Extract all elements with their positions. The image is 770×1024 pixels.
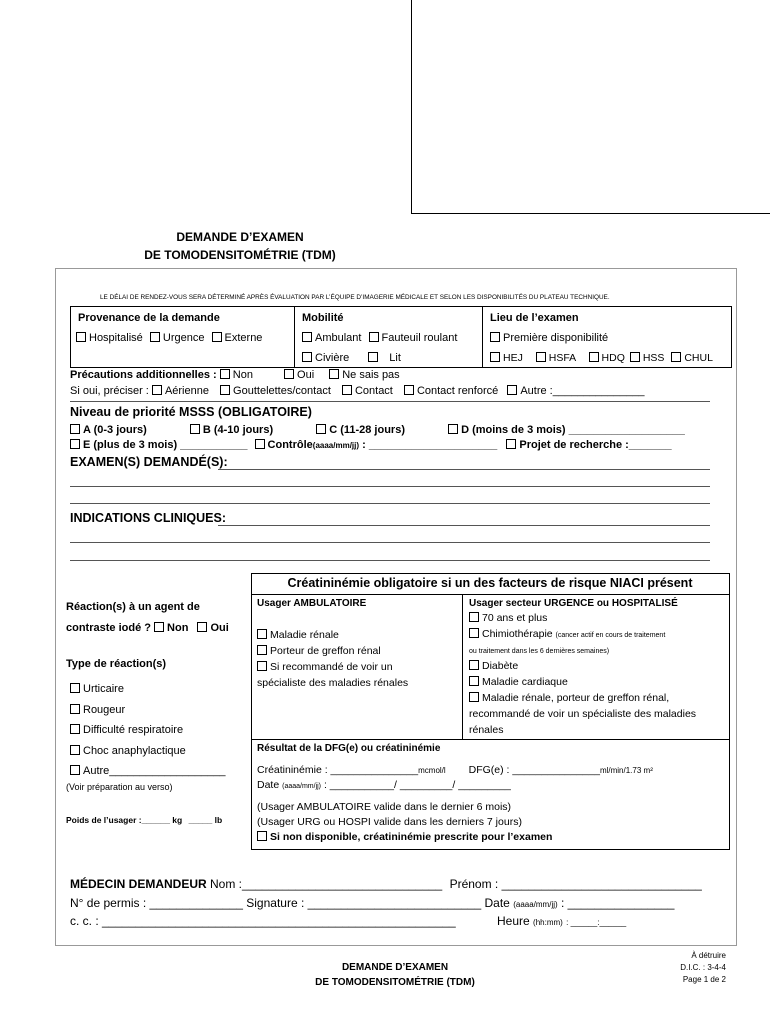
checkbox-fauteuil[interactable]	[369, 332, 379, 342]
lieu-sites	[490, 352, 713, 364]
checkbox-maladie-cardiaque[interactable]	[469, 676, 479, 686]
label-civiere: Civière	[315, 352, 350, 364]
checkbox-autre-reaction[interactable]	[70, 765, 80, 775]
checkbox-premiere-dispo[interactable]	[490, 332, 500, 342]
mobilite-row1	[302, 332, 457, 344]
footer-title-line1: DEMANDE D’EXAMEN	[341, 962, 449, 973]
chimio-note2: ou traitement dans les 6 dernières semaines)	[469, 647, 610, 655]
checkbox-70-ans[interactable]	[469, 612, 479, 622]
footer-page: Page 1 de 2	[682, 975, 726, 984]
checkbox-diabete[interactable]	[469, 660, 479, 670]
indications-label: INDICATIONS CLINIQUES:	[70, 511, 227, 525]
checkbox-hss[interactable]	[630, 352, 640, 362]
medecin-permis-field[interactable]: N° de permis : ______________	[70, 896, 243, 910]
checkbox-maladie-renale-urg[interactable]	[469, 692, 479, 702]
checkbox-rougeur[interactable]	[70, 704, 80, 714]
label-ambulant: Ambulant	[315, 332, 362, 344]
label-rougeur: Rougeur	[83, 703, 126, 716]
indications-field-line[interactable]	[218, 525, 710, 526]
medecin-label: MÉDECIN DEMANDEUR	[70, 877, 207, 891]
medecin-heure-field[interactable]: : ______:______	[566, 918, 627, 927]
checkbox-priorite-a[interactable]	[70, 424, 80, 434]
checkbox-choc[interactable]	[70, 745, 80, 755]
label-contact-renforce: Contact renforcé	[416, 385, 499, 397]
label-gouttelettes: Gouttelettes/contact	[233, 385, 331, 397]
label-priorite-e: E (plus de 3 mois) ___________	[83, 439, 248, 451]
footer-detruire: À détruire	[691, 951, 726, 960]
label-maladie-renale-amb: Maladie rénale	[270, 629, 339, 641]
checkbox-priorite-d[interactable]	[448, 424, 458, 434]
checkbox-hdq[interactable]	[589, 352, 599, 362]
table-divider	[482, 306, 483, 367]
valid-urg-hospi: (Usager URG ou HOSPI valide dans les derniers 7 jours)	[257, 816, 522, 828]
checkbox-precautions-nsp[interactable]	[329, 369, 339, 379]
dfg-field[interactable]: DFG(e) : _______________	[468, 764, 600, 776]
label-reaction-non: Non	[167, 622, 189, 634]
identification-box	[411, 0, 770, 214]
checkbox-hsfa[interactable]	[536, 352, 546, 362]
type-reaction-list	[70, 679, 226, 782]
checkbox-greffon-amb[interactable]	[257, 645, 267, 655]
label-70-ans: 70 ans et plus	[482, 612, 548, 624]
medecin-date-format: (aaaa/mm/jj)	[513, 900, 558, 909]
reaction-title	[66, 597, 229, 639]
examens-label: EXAMEN(S) DEMANDÉ(S):	[70, 455, 228, 469]
priorite-row1	[70, 424, 685, 436]
checkbox-aerienne[interactable]	[152, 385, 162, 395]
checkbox-gouttelettes[interactable]	[220, 385, 230, 395]
label-lit: Lit	[389, 352, 401, 364]
controle-field[interactable]: : _____________________	[362, 439, 498, 451]
creat-date-format: (aaaa/mm/jj)	[282, 783, 322, 790]
medecin-date-field[interactable]: : ________________	[561, 896, 675, 910]
checkbox-non-disponible[interactable]	[257, 831, 267, 841]
checkbox-precautions-non[interactable]	[220, 369, 230, 379]
footer-title-line2: DE TOMODENSITOMÉTRIE (TDM)	[315, 977, 475, 988]
label-urticaire: Urticaire	[83, 683, 124, 695]
medecin-heure-label: Heure	[497, 914, 530, 928]
lieu-first	[490, 332, 608, 344]
label-aerienne: Aérienne	[164, 385, 209, 397]
urg-title: Usager secteur URGENCE ou HOSPITALISÉ	[469, 598, 678, 609]
poids-row	[66, 815, 222, 825]
precautions-types	[70, 385, 645, 397]
title-line1: DEMANDE D’EXAMEN	[176, 230, 304, 244]
footer-meta	[680, 950, 726, 986]
examens-line-3[interactable]	[70, 503, 710, 504]
examens-field-line[interactable]	[218, 469, 710, 470]
creatininemie-unit: mcmol/l	[418, 766, 446, 775]
checkbox-civiere[interactable]	[302, 352, 312, 362]
label-autre-precaution: Autre :_______________	[520, 385, 645, 397]
indications-line-3[interactable]	[70, 560, 710, 561]
label-non-disponible: Si non disponible, créatininémie prescrite pour l’examen	[270, 831, 553, 843]
label-priorite-a: A (0-3 jours)	[83, 424, 147, 436]
provenance-title: Provenance de la demande	[78, 312, 220, 324]
label-maladie-renale-urg: Maladie rénale, porteur de greffon rénal,	[482, 691, 670, 704]
creatininemie-field[interactable]: Créatininémie : _______________	[257, 764, 419, 776]
medecin-signature-field[interactable]: Signature : __________________________	[246, 896, 482, 910]
controle-format: (aaaa/mm/jj)	[312, 441, 360, 450]
amb-title: Usager AMBULATOIRE	[257, 598, 367, 609]
amb-list	[257, 627, 408, 691]
validity-notes	[257, 800, 552, 845]
checkbox-lit[interactable]	[368, 352, 378, 362]
checkbox-externe[interactable]	[212, 332, 222, 342]
priorite-row2	[70, 439, 672, 451]
label-projet: Projet de recherche :_______	[519, 439, 672, 451]
checkbox-controle[interactable]	[255, 439, 265, 449]
chimio-note: (cancer actif en cours de traitement	[555, 631, 666, 639]
checkbox-priorite-b[interactable]	[190, 424, 200, 434]
label-priorite-b: B (4-10 jours)	[202, 424, 274, 436]
examens-line-2[interactable]	[70, 486, 710, 487]
label-maladie-renale-urg-3: rénales	[469, 723, 504, 736]
label-controle: Contrôle	[267, 439, 313, 451]
footer-dic: D.I.C. : 3-4-4	[680, 963, 726, 972]
page-title	[140, 228, 340, 264]
checkbox-chimio[interactable]	[469, 628, 479, 638]
label-hospitalise: Hospitalisé	[89, 332, 143, 344]
medecin-heure-format: (hh:mm)	[533, 918, 563, 927]
label-chul: CHUL	[684, 352, 713, 364]
reaction-title-line2: contraste iodé ?	[66, 622, 151, 634]
urg-list	[469, 611, 696, 738]
checkbox-contact-renforce[interactable]	[404, 385, 414, 395]
medecin-row3	[70, 914, 456, 928]
poids-kg-field[interactable]: ______ kg	[141, 815, 183, 825]
medecin-nom-field[interactable]: Nom :______________________________	[210, 877, 443, 891]
label-precautions-nsp: Ne sais pas	[342, 369, 400, 381]
medecin-cc-field[interactable]: c. c. : _____________________________________________________	[70, 914, 456, 928]
label-choc: Choc anaphylactique	[83, 744, 186, 757]
medecin-heure	[497, 914, 626, 928]
mobilite-title: Mobilité	[302, 312, 344, 324]
checkbox-autre[interactable]	[507, 385, 517, 395]
label-maladie-renale-urg-2: recommandé de voir un spécialiste des maladies	[469, 707, 697, 720]
provenance-options	[76, 332, 262, 344]
footer-title	[290, 960, 500, 990]
reaction-title-line1: Réaction(s) à un agent de	[66, 601, 200, 613]
creat-dfg-divider	[251, 739, 729, 740]
type-reaction-title: Type de réaction(s)	[66, 658, 167, 670]
mobilite-row2	[302, 352, 401, 364]
label-priorite-c: C (11-28 jours)	[329, 424, 405, 436]
label-hdq: HDQ	[601, 352, 625, 364]
lieu-title: Lieu de l’examen	[490, 312, 579, 324]
creat-date-row	[257, 779, 511, 791]
dfg-unit: ml/min/1.73 m²	[599, 766, 653, 775]
checkbox-urticaire[interactable]	[70, 683, 80, 693]
checkbox-specialiste-amb[interactable]	[257, 661, 267, 671]
precise-label: Si oui, préciser :	[70, 385, 149, 397]
medecin-row2	[70, 896, 674, 910]
label-hej: HEJ	[503, 352, 523, 364]
checkbox-precautions-oui[interactable]	[284, 369, 294, 379]
medecin-date-label: Date	[484, 896, 510, 910]
label-hsfa: HSFA	[548, 352, 576, 364]
table-divider	[294, 306, 295, 367]
checkbox-chul[interactable]	[671, 352, 681, 362]
checkbox-hospitalise[interactable]	[76, 332, 86, 342]
label-precautions-non: Non	[232, 369, 253, 381]
dfg-title: Résultat de la DFG(e) ou créatininémie	[257, 743, 441, 754]
label-greffon-amb: Porteur de greffon rénal	[270, 645, 381, 657]
divider	[70, 401, 710, 402]
creat-col-divider	[462, 594, 463, 739]
checkbox-hej[interactable]	[490, 352, 500, 362]
label-urgence: Urgence	[162, 332, 205, 344]
poids-lb-field[interactable]: _____ lb	[188, 815, 223, 825]
label-specialiste-amb-cont: spécialiste des maladies rénales	[257, 677, 409, 689]
creat-date-field[interactable]: : ___________/ _________/ _________	[323, 779, 511, 791]
title-line2: DE TOMODENSITOMÉTRIE (TDM)	[144, 248, 336, 262]
precautions-label: Précautions additionnelles :	[70, 369, 217, 381]
checkbox-maladie-renale-amb[interactable]	[257, 629, 267, 639]
label-externe: Externe	[224, 332, 263, 344]
label-reaction-oui: Oui	[210, 622, 229, 634]
medecin-prenom-field[interactable]: Prénom : ______________________________	[449, 877, 702, 891]
creat-title: Créatininémie obligatoire si un des facteurs de risque NIACI présent	[287, 576, 693, 590]
label-chimio: Chimiothérapie	[482, 627, 553, 640]
checkbox-urgence[interactable]	[150, 332, 160, 342]
checkbox-reaction-non[interactable]	[154, 622, 164, 632]
label-precautions-oui: Oui	[297, 369, 315, 381]
label-autre-reaction: Autre___________________	[83, 765, 226, 777]
label-specialiste-amb: Si recommandé de voir un	[270, 661, 393, 673]
valid-ambulatoire: (Usager AMBULATOIRE valide dans le dernier 6 mois)	[257, 801, 512, 813]
priorite-title: Niveau de priorité MSSS (OBLIGATOIRE)	[70, 405, 312, 419]
label-fauteuil: Fauteuil roulant	[381, 332, 458, 344]
label-maladie-cardiaque: Maladie cardiaque	[482, 676, 568, 689]
creat-title-divider	[251, 594, 729, 595]
medecin-row1	[70, 877, 702, 891]
creat-row	[257, 764, 653, 776]
creat-date-label: Date	[257, 779, 280, 791]
preparation-note: (Voir préparation au verso)	[66, 782, 173, 792]
label-diabete: Diabète	[482, 660, 519, 673]
checkbox-priorite-e[interactable]	[70, 439, 80, 449]
precautions-row	[70, 369, 400, 381]
checkbox-ambulant[interactable]	[302, 332, 312, 342]
checkbox-contact[interactable]	[342, 385, 352, 395]
label-premiere-dispo: Première disponibilité	[503, 332, 609, 344]
checkbox-priorite-c[interactable]	[316, 424, 326, 434]
checkbox-difficulte[interactable]	[70, 724, 80, 734]
checkbox-reaction-oui[interactable]	[197, 622, 207, 632]
poids-label: Poids de l’usager :	[66, 815, 142, 825]
indications-line-2[interactable]	[70, 542, 710, 543]
label-priorite-d: D (moins de 3 mois) ___________________	[461, 424, 685, 436]
label-difficulte: Difficulté respiratoire	[83, 724, 184, 736]
checkbox-projet[interactable]	[506, 439, 516, 449]
label-contact: Contact	[354, 385, 393, 397]
notice-text: LE DÉLAI DE RENDEZ-VOUS SERA DÉTERMINÉ APRÈS ÉVALUATION PAR L’ÉQUIPE D’IMAGERIE MÉDICALE ET SELON LES DISPONIBILITÉS DU PLATEAU TECHNIQUE.	[100, 294, 610, 301]
label-hss: HSS	[642, 352, 665, 364]
